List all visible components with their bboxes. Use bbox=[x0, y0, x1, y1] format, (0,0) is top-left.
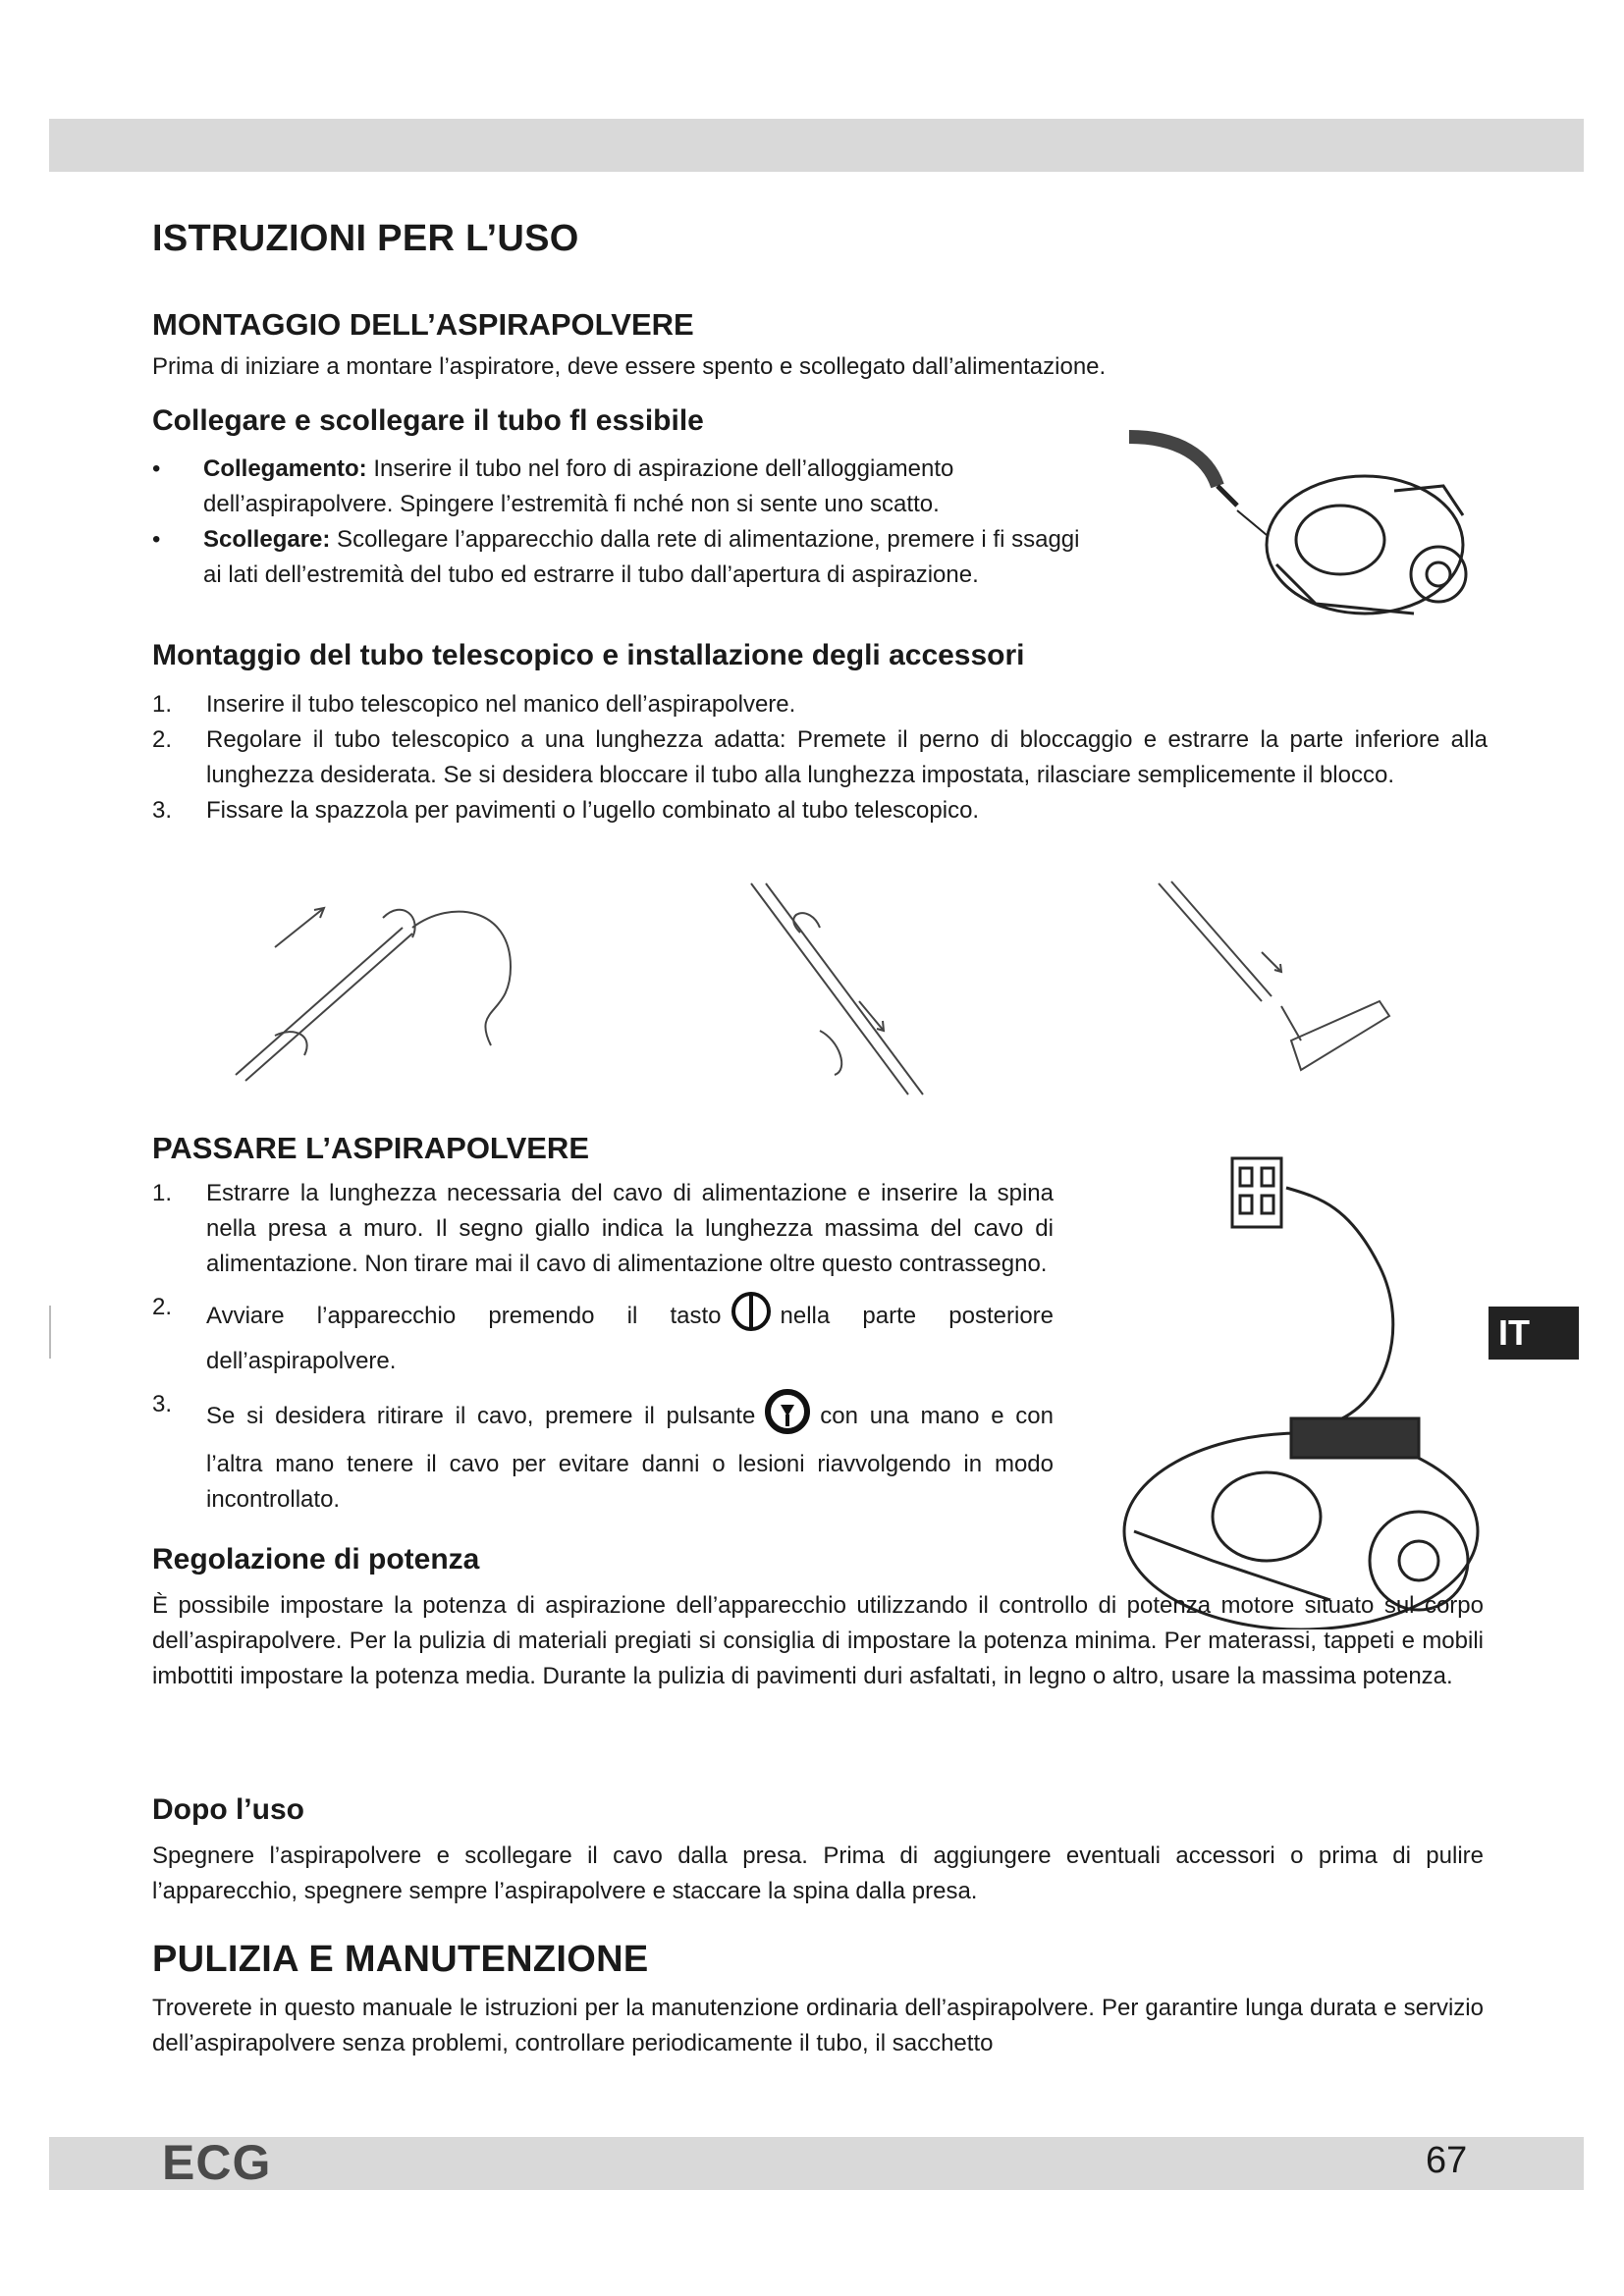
list-item: • Collegamento: Inserire il tubo nel foro di aspirazione dell’alloggiamento dell’aspirapolvere. Spingere l’estremità fi nché non si sente uno scatto. bbox=[152, 455, 954, 517]
language-tab: IT bbox=[1489, 1307, 1579, 1360]
list-item: • Scollegare: Scollegare l’apparecchio dalla rete di alimentazione, premere i fi ssaggi ai lati dell’estremità del tubo ed estrarre il tubo dall’apertura di aspirazione. bbox=[152, 526, 1080, 588]
page-number: 67 bbox=[1426, 2140, 1468, 2181]
tube-adjust-illustration bbox=[712, 874, 938, 1099]
heading-potenza: Regolazione di potenza bbox=[152, 1543, 480, 1575]
cord-rewind-icon bbox=[763, 1387, 812, 1447]
list-item: 3. Se si desidera ritirare il cavo, premere il pulsante con una mano e con l’altra mano tenere il cavo per evitare danni o lesioni riavvolgendo in modo incontrollato. bbox=[152, 1387, 1054, 1518]
header-bar bbox=[49, 119, 1584, 172]
margin-divider bbox=[49, 1306, 51, 1359]
pulizia-text: Troverete in questo manuale le istruzioni per la manutenzione ordinaria dell’aspirapolvere. Per garantire lunga durata e servizio dell’aspirapolvere senza problemi, controllare periodicamente il tubo, il sacchetto bbox=[152, 1995, 1484, 2056]
dopo-text: Spegnere l’aspirapolvere e scollegare il cavo dalla presa. Prima di aggiungere eventuali accessori o prima di pulire l’apparecchio, spegnere sempre l’aspirapolvere e staccare la spina dalla presa. bbox=[152, 1842, 1484, 1904]
heading-passare: PASSARE L’ASPIRAPOLVERE bbox=[152, 1131, 589, 1165]
telescopico-list bbox=[152, 687, 1488, 828]
heading-tubo: Collegare e scollegare il tubo fl essibile bbox=[152, 404, 704, 437]
power-button-icon bbox=[730, 1290, 773, 1344]
heading-telescopico: Montaggio del tubo telescopico e installazione degli accessori bbox=[152, 639, 1025, 671]
heading-montaggio: MONTAGGIO DELL’ASPIRAPOLVERE bbox=[152, 307, 694, 342]
list-item: 1. Inserire il tubo telescopico nel manico dell’aspirapolvere. bbox=[152, 691, 796, 718]
page-title: ISTRUZIONI PER L’USO bbox=[152, 218, 579, 259]
heading-dopo: Dopo l’uso bbox=[152, 1793, 304, 1826]
footer-bar bbox=[49, 2137, 1584, 2190]
potenza-text: È possibile impostare la potenza di aspirazione dell’apparecchio utilizzando il controllo di potenza motore situato sul corpo dell’aspirapolvere. Per la pulizia di materiali pregiati si consiglia di impostare la potenza minima. Per materassi, tappeti e mobili imbottiti impostare la potenza media. Durante la pulizia di pavimenti duri asfaltati, in legno o altro, usare la massima potenza. bbox=[152, 1592, 1484, 1689]
passare-list bbox=[152, 1176, 1054, 1518]
montaggio-intro: Prima di iniziare a montare l’aspiratore, deve essere spento e scollegato dall’alimentazione. bbox=[152, 353, 1107, 380]
tubo-list bbox=[152, 452, 1095, 593]
list-item: 3. Fissare la spazzola per pavimenti o l’ugello combinato al tubo telescopico. bbox=[152, 797, 980, 824]
list-item: 1. Estrarre la lunghezza necessaria del cavo di alimentazione e inserire la spina nella presa a muro. Il segno giallo indica la lunghezza massima del cavo di alimentazione. Non tirare mai il cavo di alimentazione oltre questo contrassegno. bbox=[152, 1180, 1054, 1277]
brush-attach-illustration bbox=[1154, 874, 1399, 1099]
vacuum-hose-illustration bbox=[1119, 417, 1483, 633]
list-item: 2. Avviare l’apparecchio premendo il tasto nella parte posteriore dell’aspirapolvere. bbox=[152, 1290, 1054, 1379]
list-item: 2. Regolare il tubo telescopico a una lunghezza adatta: Premete il perno di bloccaggio e estrarre la parte inferiore alla lunghezza desiderata. Se si desidera bloccare il tubo alla lunghezza impostata, rilasciare semplicemente il blocco. bbox=[152, 726, 1488, 788]
brand-logo: ECG bbox=[162, 2135, 272, 2190]
tube-insert-illustration bbox=[216, 888, 540, 1085]
vacuum-plug-illustration bbox=[1095, 1148, 1488, 1629]
heading-pulizia: PULIZIA E MANUTENZIONE bbox=[152, 1939, 649, 1980]
